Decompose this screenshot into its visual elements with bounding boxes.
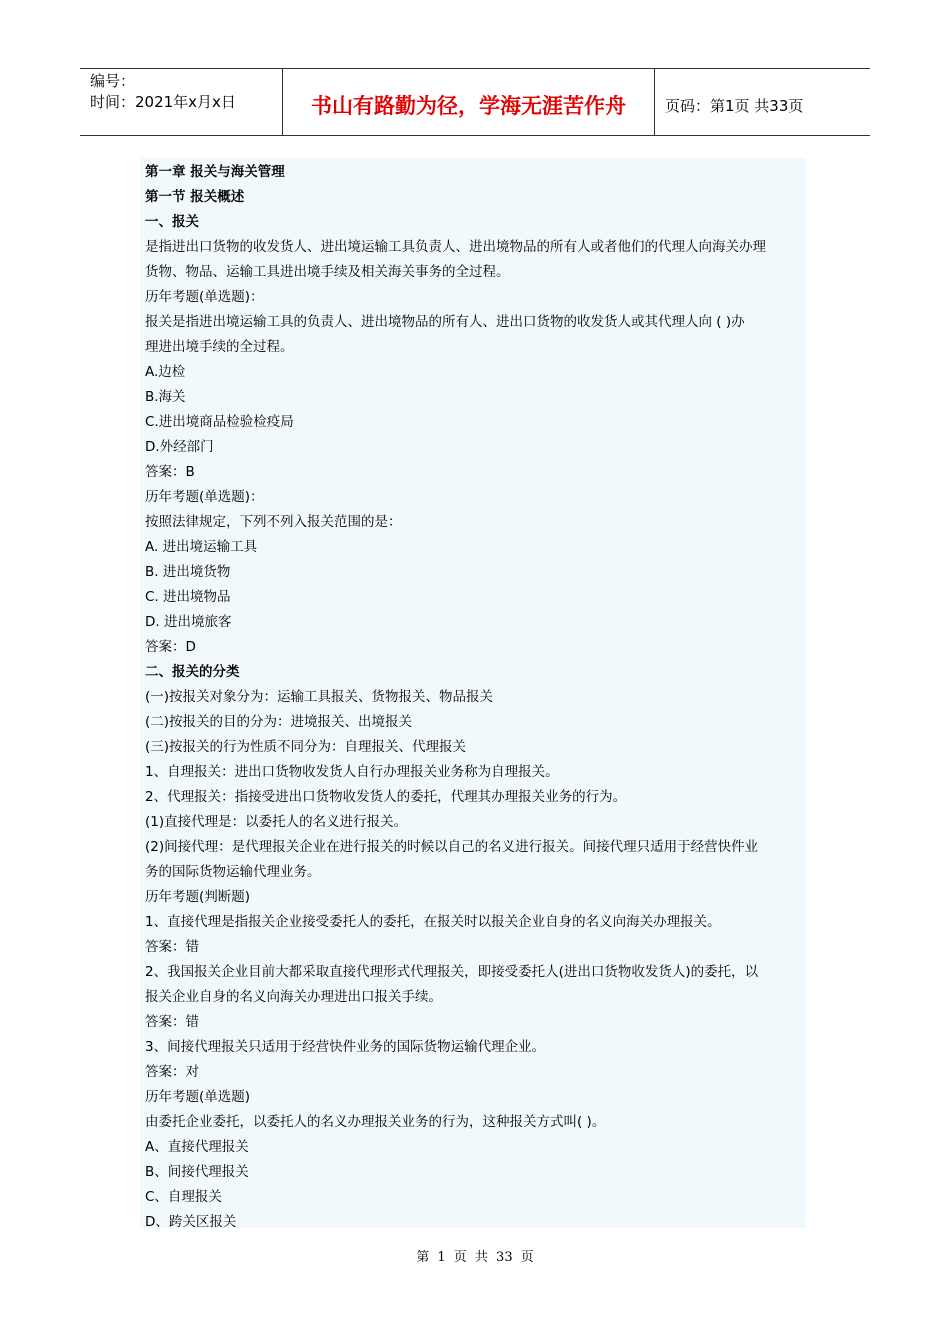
- text-line: 报关是指进出境运输工具的负责人、进出境物品的所有人、进出口货物的收发货人或其代理人向 ( )办: [145, 314, 745, 330]
- text-line: 答案：D: [145, 639, 196, 655]
- text-line: 2、代理报关：指接受进出口货物收发货人的委托，代理其办理报关业务的行为。: [145, 789, 627, 805]
- text-line: C、自理报关: [145, 1189, 222, 1205]
- text-line: (三)按报关的行为性质不同分为：自理报关、代理报关: [145, 739, 467, 755]
- text-line: 1、自理报关：进出口货物收发货人自行办理报关业务称为自理报关。: [145, 764, 559, 780]
- text-line: D.外经部门: [145, 439, 214, 455]
- text-line: 货物、物品、运输工具进出境手续及相关海关事务的全过程。: [145, 264, 510, 280]
- text-line: 历年考题(判断题): [145, 889, 251, 905]
- text-line: 答案：错: [145, 939, 199, 955]
- section-heading: 第一节 报关概述: [145, 189, 245, 205]
- text-line: A、直接代理报关: [145, 1139, 249, 1155]
- text-line: C. 进出境物品: [145, 589, 231, 605]
- page-header: [80, 68, 870, 136]
- text-line: (二)按报关的目的分为：进境报关、出境报关: [145, 714, 413, 730]
- text-line: 务的国际货物运输代理业务。: [145, 864, 321, 880]
- text-line: 理进出境手续的全过程。: [145, 339, 294, 355]
- text-line: (1)直接代理是：以委托人的名义进行报关。: [145, 814, 408, 830]
- text-line: A.边检: [145, 364, 186, 380]
- page-footer: 第 1 页 共 33 页: [416, 1250, 534, 1265]
- header-page-number: 页码：第1页 共33页: [665, 96, 804, 115]
- section-heading: 一、报关: [145, 214, 199, 230]
- header-motto: 书山有路勤为径，学海无涯苦作舟: [283, 69, 655, 135]
- text-line: D. 进出境旅客: [145, 614, 232, 630]
- text-line: 历年考题(单选题)：: [145, 489, 264, 505]
- text-line: 由委托企业委托，以委托人的名义办理报关业务的行为，这种报关方式叫( )。: [145, 1114, 606, 1130]
- text-line: 历年考题(单选题): [145, 1089, 251, 1105]
- text-line: 报关企业自身的名义向海关办理进出口报关手续。: [145, 989, 442, 1005]
- text-line: A. 进出境运输工具: [145, 539, 258, 555]
- text-line: 3、间接代理报关只适用于经营快件业务的国际货物运输代理企业。: [145, 1039, 546, 1055]
- text-line: 答案：对: [145, 1064, 199, 1080]
- text-line: (一)按报关对象分为：运输工具报关、货物报关、物品报关: [145, 689, 494, 705]
- text-line: B. 进出境货物: [145, 564, 231, 580]
- text-line: 答案：B: [145, 464, 195, 480]
- text-line: B.海关: [145, 389, 186, 405]
- header-meta: [80, 69, 283, 135]
- text-line: 按照法律规定，下列不列入报关范围的是：: [145, 514, 402, 530]
- section-heading: 二、报关的分类: [145, 664, 240, 680]
- text-line: 答案：错: [145, 1014, 199, 1030]
- text-line: C.进出境商品检验检疫局: [145, 414, 294, 430]
- text-line: 1、直接代理是指报关企业接受委托人的委托，在报关时以报关企业自身的名义向海关办理报关。: [145, 914, 721, 930]
- text-line: 历年考题(单选题)：: [145, 289, 264, 305]
- text-line: B、间接代理报关: [145, 1164, 249, 1180]
- document-date: 时间：2021年x月x日: [90, 93, 236, 111]
- document-body: [140, 158, 806, 1228]
- text-line: (2)间接代理：是代理报关企业在进行报关的时候以自己的名义进行报关。间接代理只适用于经营快件业: [145, 839, 759, 855]
- text-line: 是指进出口货物的收发货人、进出境运输工具负责人、进出境物品的所有人或者他们的代理人向海关办理: [145, 239, 766, 255]
- document-number: 编号：: [90, 72, 136, 90]
- section-heading: 第一章 报关与海关管理: [145, 164, 285, 180]
- text-line: D、跨关区报关: [145, 1214, 237, 1230]
- text-line: 2、我国报关企业目前大都采取直接代理形式代理报关，即接受委托人(进出口货物收发货人)的委托，以: [145, 964, 759, 980]
